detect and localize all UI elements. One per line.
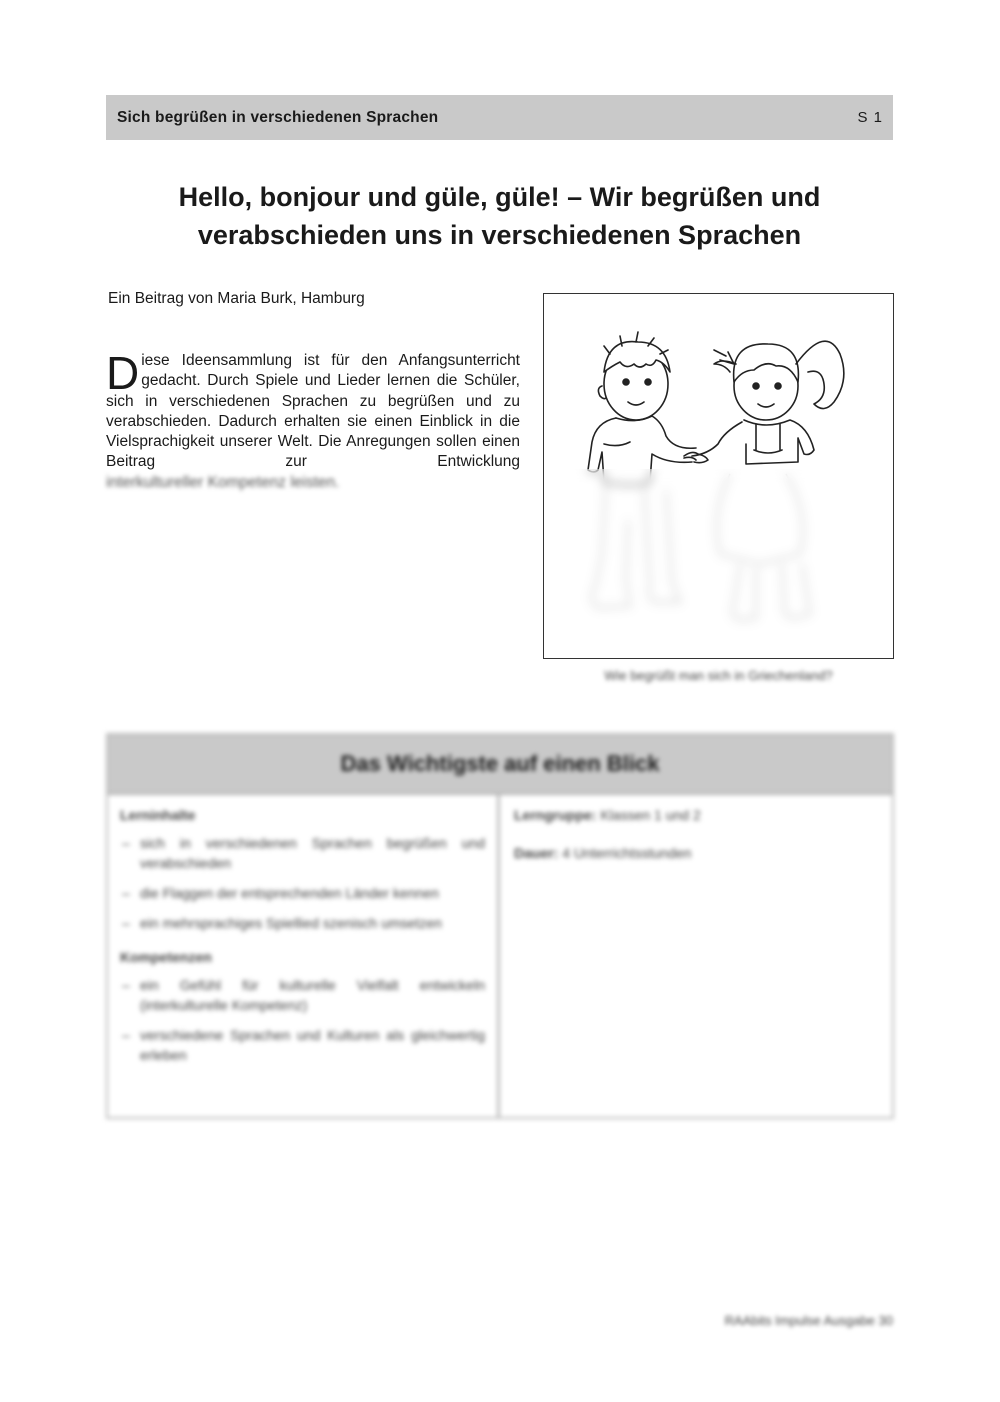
image-caption: Wie begrüßt man sich in Griechenland? bbox=[604, 668, 833, 683]
duration-label: Dauer: bbox=[514, 845, 559, 861]
info-left-column bbox=[108, 795, 500, 1119]
page-number: S 1 bbox=[857, 109, 883, 126]
list-item: – ein mehrsprachiges Spiellied szenisch umsetzen bbox=[140, 913, 485, 933]
drop-cap: D bbox=[106, 347, 140, 399]
intro-text: iese Ideensammlung ist für den Anfangsunterricht gedacht. Durch Spiele und Lieder lernen die Schüler, sich in verschiedenen Sprachen zu begrüßen und zu verabschieden. Dadurch erhalten sie einen Einblick in die Vielsprachigkeit unserer Welt. Die Anregungen sollen einen Beitrag zur Entwicklung bbox=[106, 352, 520, 471]
info-box-title: Das Wichtigste auf einen Blick bbox=[108, 735, 892, 795]
competences-list bbox=[120, 975, 485, 1065]
author-line: Ein Beitrag von Maria Burk, Hamburg bbox=[108, 290, 365, 307]
learning-group-label: Lerngruppe: bbox=[514, 807, 597, 823]
info-box bbox=[106, 733, 894, 1119]
list-item: – verschiedene Sprachen und Kulturen als gleichwertig erleben bbox=[140, 1025, 485, 1065]
children-shaking-hands-illustration bbox=[543, 293, 894, 659]
list-item: – sich in verschiedenen Sprachen begrüßen und verabschieden bbox=[140, 833, 485, 873]
learning-group bbox=[514, 807, 880, 823]
duration-value: 4 Unterrichtsstunden bbox=[562, 845, 692, 861]
intro-paragraph bbox=[106, 347, 520, 473]
header-title: Sich begrüßen in verschiedenen Sprachen bbox=[117, 108, 439, 126]
list-item: – ein Gefühl für kulturelle Vielfalt entwickeln (interkulturelle Kompetenz) bbox=[140, 975, 485, 1015]
header-bar bbox=[106, 95, 893, 140]
duration bbox=[514, 845, 880, 861]
footer-source: RAAbits Impulse Ausgabe 30 bbox=[724, 1313, 893, 1328]
competences-heading: Kompetenzen bbox=[120, 949, 212, 965]
learning-group-value: Klassen 1 und 2 bbox=[600, 807, 701, 823]
info-right-column bbox=[500, 795, 892, 1119]
info-box-columns bbox=[108, 795, 892, 1119]
image-blur-region bbox=[544, 469, 893, 659]
intro-blurred-line: interkultureller Kompetenz leisten. bbox=[106, 474, 340, 491]
page-title: Hello, bonjour und güle, güle! – Wir begrüßen und verabschieden uns in verschiedenen Sprachen bbox=[178, 182, 821, 250]
learning-content-heading: Lerninhalte bbox=[120, 807, 196, 823]
learning-content-list bbox=[120, 833, 485, 933]
list-item: – die Flaggen der entsprechenden Länder kennen bbox=[140, 883, 485, 903]
